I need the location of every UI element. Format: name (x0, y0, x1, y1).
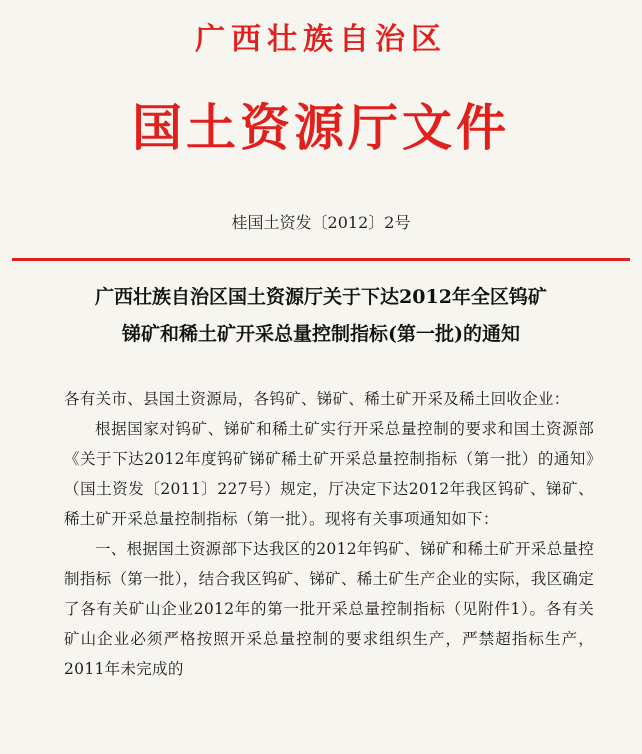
issuing-agency: 国土资源厅文件 (132, 98, 510, 157)
red-divider (12, 258, 630, 261)
paragraph-2: 一、根据国土资源部下达我区的2012年钨矿、锑矿和稀土矿开采总量控制指标（第一批），结合我区钨矿、锑矿、稀土矿生产企业的实际，我区确定了各有关矿山企业2012年的第一批开采总量控制指标（见附件1）。各有关矿山企业必须严格按照开采总量控制的要求组织生产，严禁超指标生产，2011年未完成的 (64, 540, 594, 678)
document-body (64, 384, 594, 684)
paragraph-1: 根据国家对钨矿、锑矿和稀土矿实行开采总量控制的要求和国土资源部《关于下达2012年度钨矿锑矿稀土矿开采总量控制指标（第一批）的通知》（国土资发〔2011〕227号）规定，厅决定下达2012年我区钨矿、锑矿、稀土矿开采总量控制指标（第一批）。现将有关事项通知如下： (64, 420, 594, 528)
document-title-line-1: 广西壮族自治区国土资源厅关于下达2012年全区钨矿 (95, 286, 547, 308)
document-number: 桂国土资发〔2012〕2号 (231, 213, 411, 232)
salutation: 各有关市、县国土资源局，各钨矿、锑矿、稀土矿开采及稀土回收企业： (64, 390, 570, 408)
issuing-region: 广西壮族自治区 (195, 22, 447, 57)
document-title-line-2: 锑矿和稀土矿开采总量控制指标(第一批)的通知 (122, 323, 520, 345)
